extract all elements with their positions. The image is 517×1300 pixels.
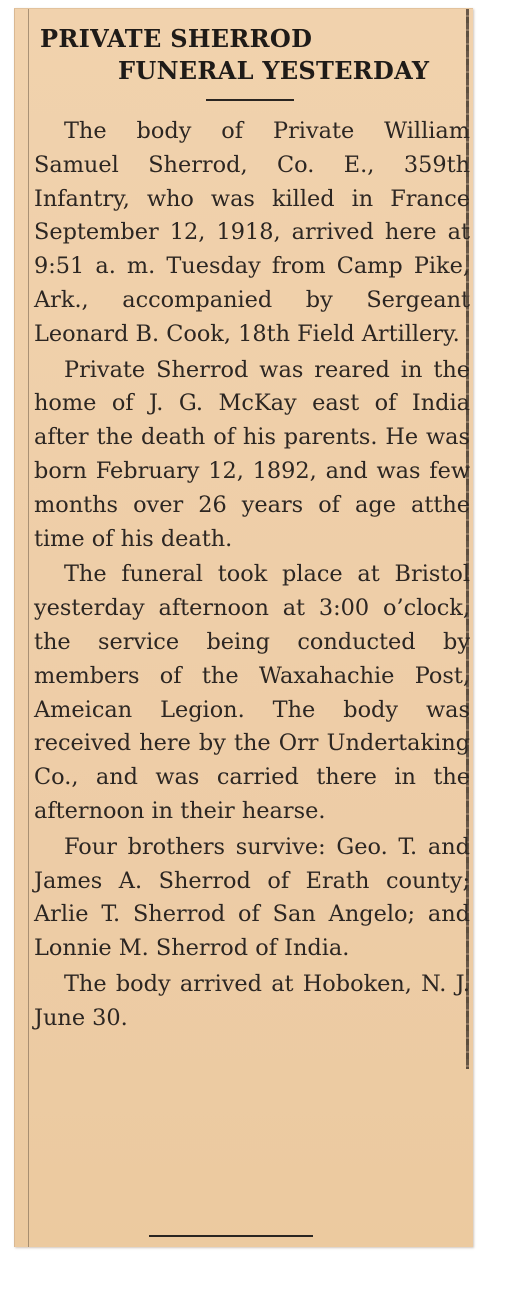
column-rule-left	[28, 9, 29, 1247]
headline-line-1: PRIVATE SHERROD	[40, 24, 313, 53]
paragraph-4: Four brothers survive: Geo. T. and James A. Sherrod of Erath county; Arlie T. Sherrod of San Angelo; and Lonnie M. Sherrod of India.	[34, 833, 470, 962]
paragraph-1: The body of Private William Samuel Sherrod, Co. E., 359th Infantry, who was killed in France September 12, 1918, arrived here at 9:51 a. m. Tuesday from Camp Pike, Ark., accompanied by Sergeant Leonard B. Cook, 18th Field Artillery.	[34, 118, 470, 347]
paragraph-2: Private Sherrod was reared in the home of J. G. McKay east of India after the death of his parents. He was born February 12, 1892, and was few months over 26 years of age atthe time of his death.	[34, 356, 470, 552]
article-body	[34, 115, 470, 1036]
footer-divider	[149, 1235, 313, 1237]
paragraph-3: The funeral took place at Bristol yesterday afternoon at 3:00 o’clock, the service being conducted by members of the Waxahachie Post, Ameican Legion. The body was received here by the Orr Undertaking Co., and was carried there in the afternoon in their hearse.	[34, 561, 470, 824]
headline-line-2: FUNERAL YESTERDAY	[118, 56, 430, 85]
headline-divider	[206, 99, 294, 101]
paragraph-5: The body arrived at Hoboken, N. J. June 30.	[34, 970, 470, 1031]
article	[34, 23, 470, 1038]
newspaper-clipping	[14, 8, 473, 1247]
headline	[34, 23, 470, 87]
